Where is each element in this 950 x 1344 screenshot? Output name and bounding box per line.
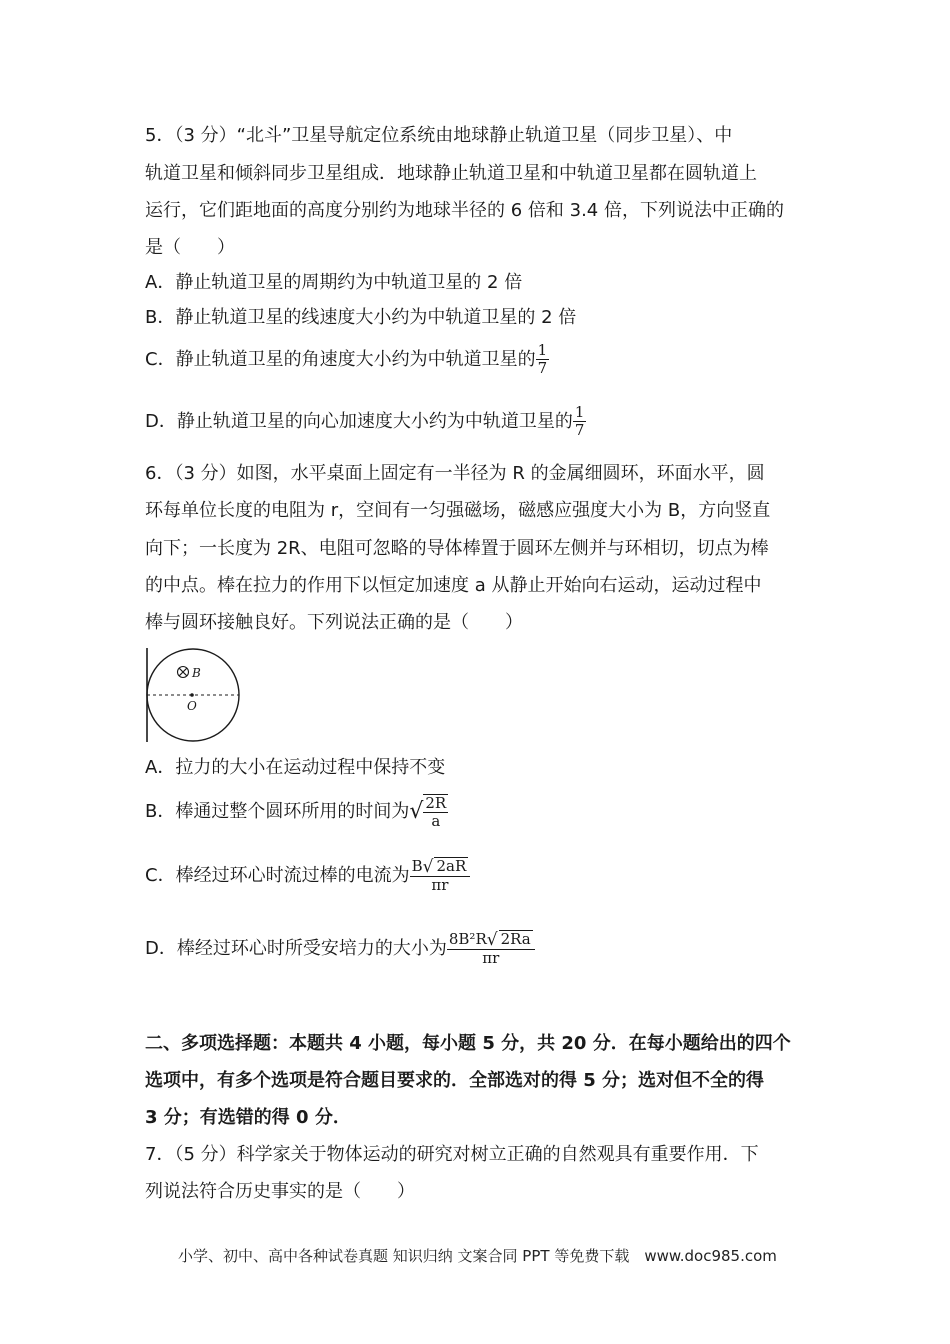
q5-option-d-text: D．静止轨道卫星的向心加速度大小约为中轨道卫星的: [145, 410, 573, 432]
section2-line-2: 选项中，有多个选项是符合题目要求的．全部选对的得 5 分；选对但不全的得: [145, 1070, 765, 1091]
q6-stem-line-5: 棒与圆环接触良好。下列说法正确的是（ ）: [145, 612, 523, 633]
q6-stem-line-4: 的中点。棒在拉力的作用下以恒定加速度 a 从静止开始向右运动，运动过程中: [145, 575, 762, 596]
q6-option-b-text: B．棒通过整个圆环所用的时间为: [145, 801, 410, 822]
q5-option-c-denominator: 7: [537, 359, 548, 377]
sqrt-sign: √: [422, 857, 434, 877]
q5-stem-line-2: 轨道卫星和倾斜同步卫星组成．地球静止轨道卫星和中轨道卫星都在圆轨道上: [145, 163, 757, 184]
q5-option-d-denominator: 7: [574, 421, 585, 439]
q6-option-a: A．拉力的大小在运动过程中保持不变: [145, 757, 446, 778]
q6-option-d-text: D．棒经过环心时所受安培力的大小为: [145, 937, 447, 959]
q6-stem-line-3: 向下；一长度为 2R、电阻可忽略的导体棒置于圆环左侧并与环相切，切点为棒: [145, 538, 769, 559]
section2-line-1: 二、多项选择题：本题共 4 小题，每小题 5 分，共 20 分．在每小题给出的四个: [145, 1033, 791, 1054]
sqrt-sign: √: [486, 930, 498, 950]
q5-stem-line-1: 5．（3 分）“北斗”卫星导航定位系统由地球静止轨道卫星（同步卫星）、中: [145, 125, 733, 146]
q5-option-d-fraction: [573, 404, 587, 439]
q5-stem-line-3: 运行，它们距地面的高度分别约为地球半径的 6 倍和 3.4 倍，下列说法中正确的: [145, 200, 784, 221]
q5-option-c-fraction: [536, 342, 550, 377]
q6-option-d-fraction: [447, 930, 535, 967]
q5-option-c: [145, 342, 549, 377]
sqrt-sign: √: [409, 799, 424, 824]
q6-option-d-denominator: πr: [482, 949, 500, 967]
q6-option-b: [145, 794, 448, 830]
q6-option-c-denominator: πr: [431, 876, 449, 894]
q7-stem-line-2: 列说法符合历史事实的是（ ）: [145, 1181, 415, 1202]
q6-stem-line-2: 环每单位长度的电阻为 r，空间有一匀强磁场，磁感应强度大小为 B，方向竖直: [145, 500, 771, 521]
q6-option-b-fraction: [423, 794, 448, 830]
q6-option-d-numerator-coef: 8B²R: [448, 930, 487, 948]
q5-option-a: A．静止轨道卫星的周期约为中轨道卫星的 2 倍: [145, 272, 523, 293]
section2-line-3: 3 分；有选错的得 0 分．: [145, 1107, 351, 1128]
q6-option-c-fraction: [410, 857, 471, 894]
q6-stem-line-1: 6．（3 分）如图，水平桌面上固定有一半径为 R 的金属细圆环，环面水平，圆: [145, 463, 765, 484]
q5-option-b: B．静止轨道卫星的线速度大小约为中轨道卫星的 2 倍: [145, 307, 577, 328]
q6-option-b-numerator: 2R: [425, 794, 447, 812]
field-label: B: [192, 666, 201, 680]
q6-option-d-radicand: 2Ra: [500, 930, 531, 948]
ring-rod-figure: [140, 646, 244, 744]
q5-option-d: [145, 404, 586, 439]
page-footer: 小学、初中、高中各种试卷真题 知识归纳 文案合同 PPT 等免费下载 www.doc985.com: [178, 1247, 777, 1265]
q6-option-c-text: C．棒经过环心时流过棒的电流为: [145, 864, 410, 886]
q5-option-c-numerator: 1: [537, 341, 548, 359]
q6-option-c-numerator-coef: B: [411, 857, 423, 875]
q6-option-d: [145, 930, 535, 967]
q5-option-c-text: C．静止轨道卫星的角速度大小约为中轨道卫星的: [145, 348, 536, 370]
center-label: O: [187, 699, 197, 713]
q6-option-d-numerator: [447, 930, 535, 950]
q7-stem-line-1: 7．（5 分）科学家关于物体运动的研究对树立正确的自然观具有重要作用．下: [145, 1144, 759, 1165]
q5-option-d-numerator: 1: [574, 403, 585, 421]
q6-option-c-numerator: [410, 857, 471, 877]
q6-option-c: [145, 857, 470, 894]
q5-stem-line-4: 是（ ）: [145, 237, 235, 258]
center-dot: [190, 693, 194, 697]
q6-option-c-radicand: 2aR: [436, 857, 467, 875]
field-into-page-icon: [178, 667, 189, 678]
q6-option-b-denominator: a: [431, 812, 441, 830]
